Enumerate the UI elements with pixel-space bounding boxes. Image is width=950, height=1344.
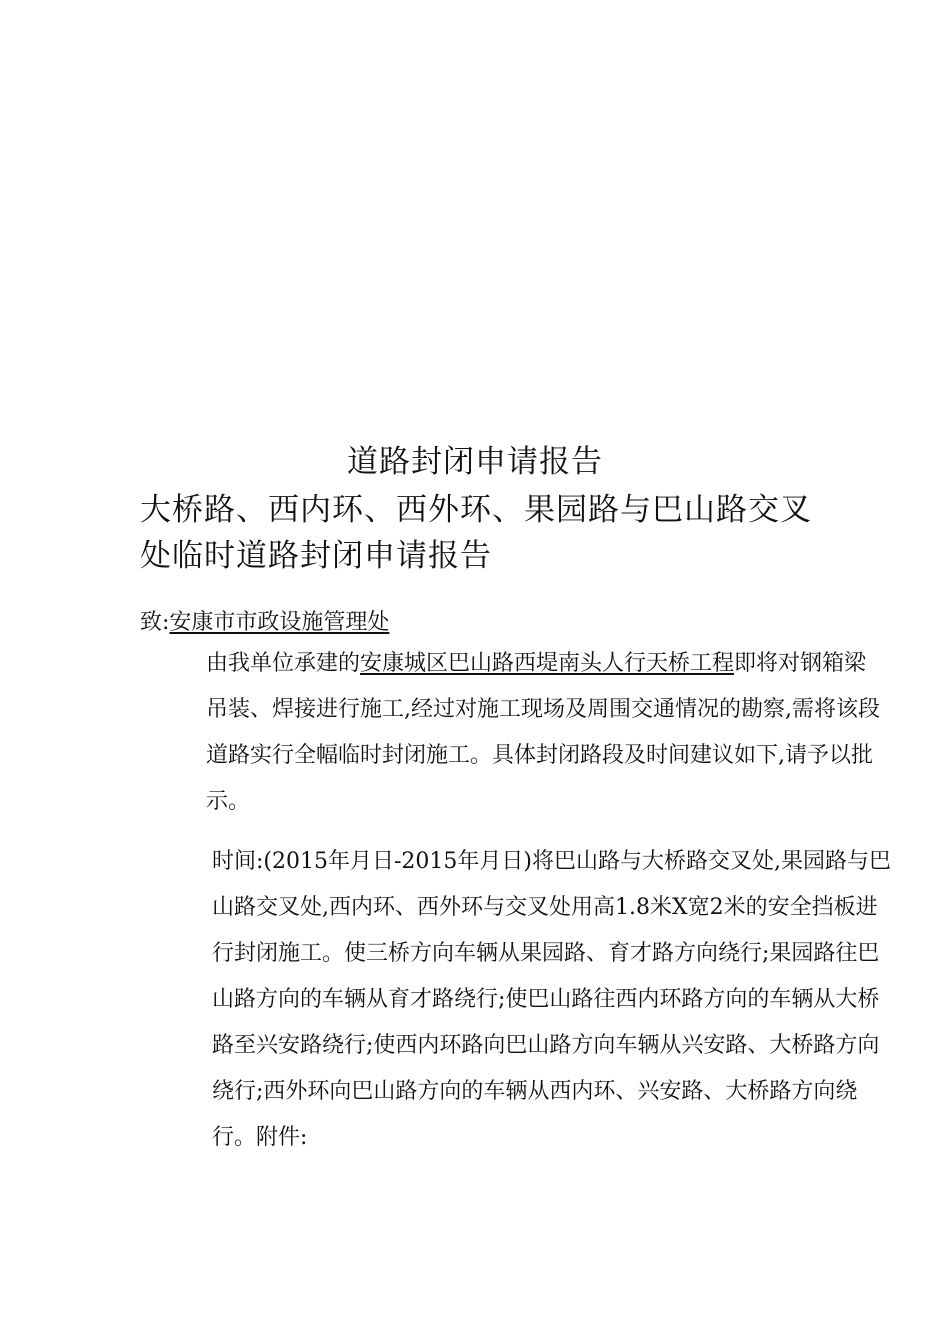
document-title: 道路封闭申请报告 <box>347 444 603 480</box>
addressee-name: 安康市市政设施管理处 <box>169 610 390 635</box>
body-paragraph-1 <box>140 641 886 825</box>
para1-after: 即将对钢箱梁吊装、焊接进行施工,经过对施工现场及周围交通情况的勘察,需将该段道路实行全幅临时封闭施工。具体封闭路段及时间建议如下,请予以批示。 <box>206 651 880 814</box>
document-subtitle: 大桥路、西内环、西外环、果园路与巴山路交叉处临时道路封闭申请报告 <box>140 492 812 574</box>
para1-before: 由我单位承建的 <box>206 651 361 676</box>
addressee-line <box>140 600 820 646</box>
body-paragraph-2: 时间:(2015年月日-2015年月日)将巴山路与大桥路交叉处,果园路与巴山路交叉处,西内环、西外环与交叉处用高1.8米X宽2米的安全挡板进行封闭施工。使三桥方向车辆从果园路、育才路方向绕行;果园路往巴山路方向的车辆从育才路绕行;使巴山路往西内环路方向的车辆从大桥路至兴安路绕行;使西内环路向巴山路方向车辆从兴安路、大桥路方向绕行;西外环向巴山路方向的车辆从西内环、兴安路、大桥路方向绕行。附件: <box>212 849 891 1150</box>
project-name: 安康城区巴山路西堤南头人行天桥工程 <box>360 651 735 676</box>
addressee-prefix: 致: <box>140 610 170 635</box>
